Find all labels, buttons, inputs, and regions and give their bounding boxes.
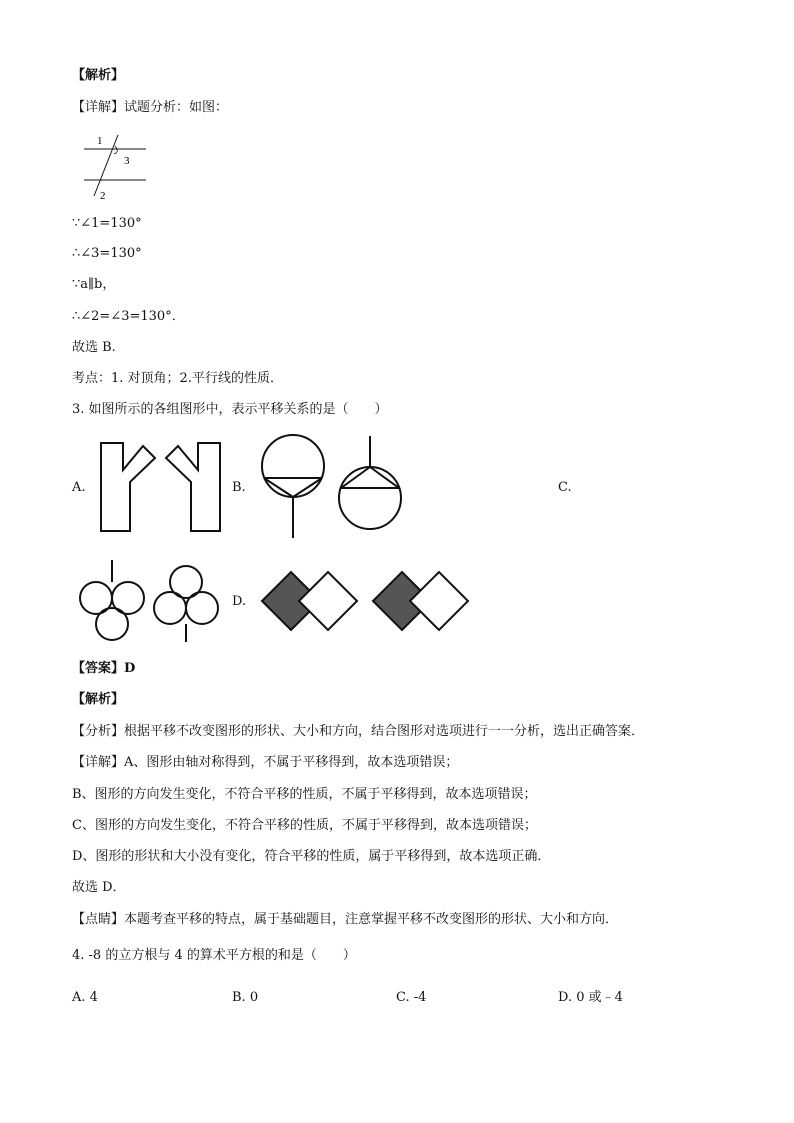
q3-detail: 【详解】A、图形由轴对称得到，不属于平移得到，故本选项错误； (72, 755, 459, 770)
q3-option-a-label: A. (72, 480, 86, 495)
parallel-lines-figure (80, 132, 160, 202)
q3-line-d: D、图形的形状和大小没有变化，符合平移的性质，属于平移得到，故本选项正确． (72, 849, 551, 864)
step-2: ∴∠3=130° (72, 246, 142, 261)
angle-label-1: 1 (97, 135, 103, 147)
angle-label-3: 3 (124, 155, 130, 167)
step-6: 考点：1. 对顶角；2.平行线的性质． (72, 371, 283, 386)
q3-comment: 【点睛】本题考查平移的特点，属于基础题目，注意掌握平移不改变图形的形状、大小和方向． (72, 912, 619, 927)
option-b-figure (256, 432, 416, 542)
q4-option-d: D. 0 或﹣4 (558, 990, 623, 1005)
step-3: ∵a∥b， (72, 277, 116, 292)
q3-line-c: C、图形的方向发生变化，不符合平移的性质，不属于平移得到，故本选项错误； (72, 818, 537, 833)
step-1: ∵∠1=130° (72, 216, 142, 231)
q3-analysis: 【分析】根据平移不改变图形的形状、大小和方向，结合图形对选项进行一一分析，选出正确答案． (72, 724, 645, 739)
q4-option-a: A. 4 (72, 990, 98, 1005)
q3-choose: 故选 D． (72, 880, 126, 895)
option-a-figure (96, 438, 226, 534)
q3-line-b: B、图形的方向发生变化，不符合平移的性质，不属于平移得到，故本选项错误； (72, 787, 537, 802)
q3-option-c-label: C. (558, 480, 572, 495)
option-c-figure (76, 558, 220, 644)
q3-jiexi-heading: 【解析】 (72, 692, 125, 707)
step-4: ∴∠2=∠3=130°． (72, 309, 185, 324)
q3-stem: 3. 如图所示的各组图形中，表示平移关系的是（ ） (72, 402, 388, 417)
detail-line: 【详解】试题分析：如图： (72, 100, 229, 115)
q3-option-d-label: D. (232, 594, 247, 609)
q4-stem: 4. -8 的立方根与 4 的算术平方根的和是（ ） (72, 948, 356, 963)
q3-answer: 【答案】D (72, 661, 136, 676)
q4-option-c: C. -4 (396, 990, 427, 1005)
step-5: 故选 B. (72, 340, 116, 355)
q4-option-b: B. 0 (232, 990, 259, 1005)
jiexi-heading: 【解析】 (72, 68, 125, 83)
option-d-figure (258, 568, 474, 636)
q3-option-b-label: B. (232, 480, 246, 495)
angle-label-2: 2 (100, 190, 106, 202)
